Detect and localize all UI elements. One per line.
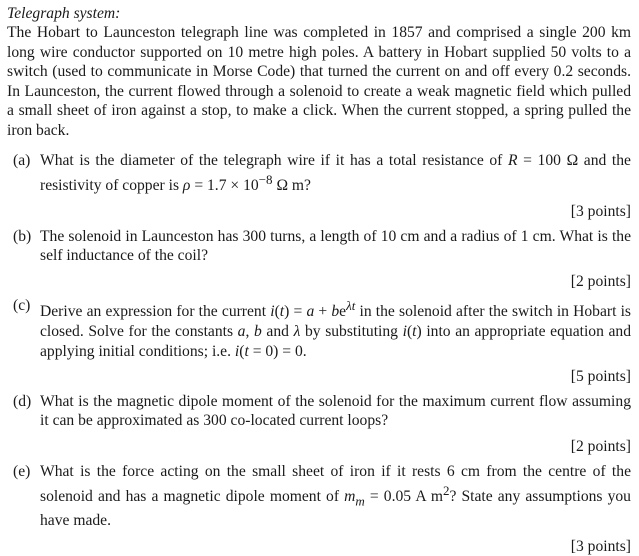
question-a-points: [3 points] xyxy=(570,202,631,220)
question-d xyxy=(7,392,631,457)
question-a-text: What is the diameter of the telegraph wire if it has a total resistance of R = 100 Ω and the resistivity of copper is $\rho = 1.7 \times 10^{-8}$ Ω m? xyxy=(40,151,631,195)
question-c xyxy=(7,296,631,387)
question-list xyxy=(7,151,631,556)
question-e-points: [3 points] xyxy=(570,537,631,555)
question-b-points: [2 points] xyxy=(570,272,631,290)
intro-paragraph: The Hobart to Launceston telegraph line was completed in 1857 and comprised a single 200 km long wire conductor supported on 10 metre high poles. A battery in Hobart supplied 50 volts to a switch (used to communicate in Morse Code) that turned the current on and off every 0.2 seconds. In Launceston, the current flowed through a solenoid to create a weak magnetic field which pulled a small sheet of iron against a stop, to make a click. When the current stopped, a spring pulled the iron back. xyxy=(7,24,631,139)
question-b-label: (b) xyxy=(13,227,32,245)
question-e-label: (e) xyxy=(13,462,31,480)
section-heading: Telegraph system: xyxy=(7,5,121,22)
question-c-text: Derive an expression for the current $i(t) = a + be^{\lambda t}$ in the solenoid after the switch in Hobart is closed. Solve for the constants a, b and λ by substituting i(t) into an appropriate equation and applying initial conditions; i.e. i(t = 0) = 0. xyxy=(40,298,632,360)
question-d-points: [2 points] xyxy=(570,438,631,456)
question-e xyxy=(7,462,631,556)
question-c-label: (c) xyxy=(13,297,31,315)
question-d-label: (d) xyxy=(13,392,32,410)
question-b-text: The solenoid in Launceston has 300 turns, a length of 10 cm and a radius of 1 cm. What is the self inductance of the coil? xyxy=(40,227,631,265)
question-c-points: [5 points] xyxy=(570,368,631,386)
question-b xyxy=(7,227,631,292)
question-e-text: What is the force acting on the small sheet of iron if it rests 6 cm from the centre of the solenoid and has a magnetic dipole moment of $m_m = 0.05$ A $m^2$? State any assumptions you have made. xyxy=(40,462,631,530)
question-a-label: (a) xyxy=(13,151,31,169)
question-a xyxy=(7,151,631,222)
question-d-text: What is the magnetic dipole moment of the solenoid for the maximum current flow assuming it can be approximated as 300 co-located current loops? xyxy=(40,392,631,430)
